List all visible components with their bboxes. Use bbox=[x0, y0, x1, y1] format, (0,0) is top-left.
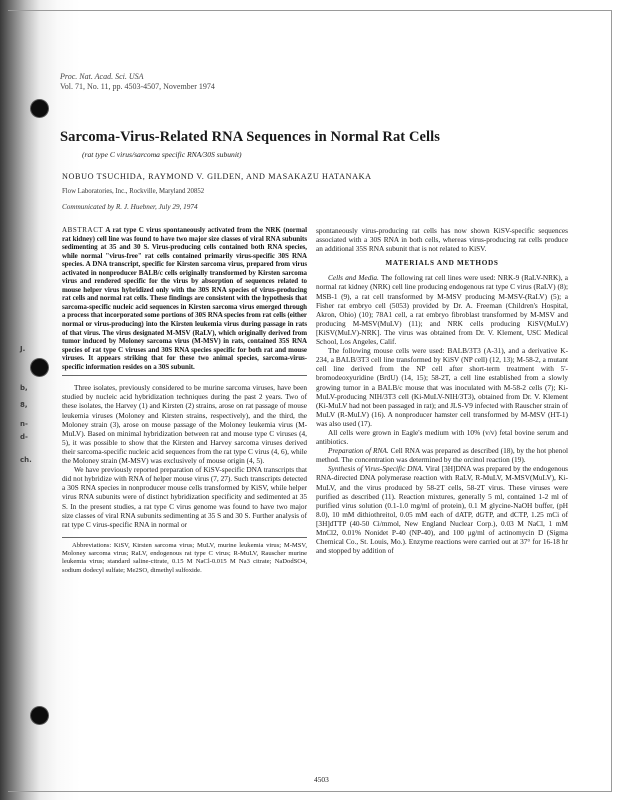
page-number: 4503 bbox=[314, 775, 329, 784]
journal-header bbox=[60, 72, 215, 92]
article-subtitle: (rat type C virus/sarcoma specific RNA/30S subunit) bbox=[82, 150, 242, 159]
bleed-through-text: J. bbox=[20, 345, 26, 353]
left-column bbox=[62, 226, 307, 575]
rna-paragraph bbox=[316, 446, 568, 464]
subsection-label: Synthesis of Virus-Specific DNA. bbox=[328, 464, 424, 474]
body-paragraph: We have previously reported preparation of KiSV-specific DNA transcripts that did not hybridize with RNA of helper mouse virus (7, 27). Such transcripts detected a 30S RNA species in nonproducer mouse cells transformed by KiSV, while helper virus RNA subunits were of distinct hybridization specificity and sedimented at 35 S. In the present studies, a rat type C virus genome was found to have two major size classes of viral RNA subunits sedimenting at 35 S and 30 S. Further analysis of rat type C virus-specific RNA in normal or bbox=[62, 465, 307, 529]
bleed-through-text: b, bbox=[20, 384, 28, 392]
binder-hole-middle bbox=[31, 359, 48, 376]
right-column bbox=[316, 226, 568, 555]
paragraph-text: The following rat cell lines were used: NRK-9 (RaLV-NRK), a normal rat kidney (NRK) cell line producing endogenous rat type C virus (RaLV) (8); MSB-1 (9), a rat cell transformed by M-MSV producing M-MSV-(RaLV) (5); a Fisher rat embryo cell (5053) provided by Dr. A. Freeman (Children's Hospital, Akron, Ohio) (10); 78A1 cell, a rat embryo fibroblast transformed by M-MSV and producing M-MSV(MuLV) (11); and NRK cells producing KiSV(MuLV) [KiSV(MuLV)-NRK]. The virus was obtained from Dr. V. Klement, USC Medical School, Los Angeles, Calif. bbox=[316, 273, 568, 347]
communicated-by: Communicated by R. J. Huebner, July 29, 1974 bbox=[62, 203, 198, 211]
bleed-through-text: n- bbox=[20, 420, 28, 428]
abstract-text: A rat type C virus spontaneously activated from the NRK (normal rat kidney) cell line was found to have two major size classes of viral RNA subunits sedimenting at 35 and 30 S. Virus-producing cells contained both RNA species, while normal "virus-free" rat cells contained primarily virus-specific 30S RNA species. A DNA transcript, specific for Kirsten sarcoma virus, prepared from virus activated in nonproducer BALB/c cells originally transformed by Kirsten sarcoma virus and rendered specific for the virus by absorption of sequences related to mouse helper virus hybridized only with the 30S RNA species of virus-producing rat cells and normal rat cells. These findings are consistent with the hypothesis that sarcoma-specific nucleic acid sequences in Kirsten sarcoma virus emerged through a process that incorporated some portions of 30S RNA species from rat cells (either normal or virus-producing) into the Kirsten leukemia virus during passage in rats of that virus. The virus designated M-MSV (RaLV), which originally derived from tumor induced by Moloney sarcoma virus (M-MSV) in rats, contained 35S RNA species of rat type C viruses and 30S RNA species specific for both rat and mouse viruses. It appears striking that for these two animal species, sarcoma-virus-specific information resides on a 30S subunit. bbox=[62, 226, 307, 371]
abstract bbox=[62, 226, 307, 376]
affiliation: Flow Laboratories, Inc., Rockville, Maryland 20852 bbox=[62, 188, 205, 195]
binder-hole-top bbox=[31, 100, 48, 117]
paragraph-text: Viral [3H]DNA was prepared by the endogenous RNA-directed DNA polymerase reaction with RaLV, R-MuLV, M-MSV(MuLV), Ki-MuLV, and the virus produced by 58-2T cells, 58-2T virus. These viruses were purified as described (11). Reaction mixtures, generally 5 ml, contained 1-2 ml of purified virus solution (0.1-1.0 mg/ml of protein), 0.1 M glycine-NaOH buffer, (pH 8.0), 10 mM dithiothreitol, 0.05 mM each of dATP, dGTP, and dCTP, 1.25 mCi of [3H]dTTP (40-50 Ci/mmol, New England Nuclear Corp.), 0.03 M NaCl, 1 mM MnCl2, 0.01% Nonidet P-40 (NP-40), and 100 μg/ml of actinomycin D (Sigma Chemical Co., St. Louis, Mo.). Enzyme reactions were carried out at 37° for 16-18 hr and stopped by addition of bbox=[316, 464, 568, 556]
paragraph-text: Cell RNA was prepared as described (18), by the hot phenol method. The concentration was determined by the orcinol reaction (19). bbox=[316, 446, 568, 465]
abstract-label: ABSTRACT bbox=[62, 226, 104, 234]
body-paragraph: spontaneously virus-producing rat cells has now shown KiSV-specific sequences associated with a 30S RNA in both cells, whereas virus-producing rat cells produce an additional 35S RNA subunit that is not related to KiSV. bbox=[316, 226, 568, 254]
abbreviations-footnote: Abbreviations: KiSV, Kirsten sarcoma virus; MuLV, murine leukemia virus; M-MSV, Moloney sarcoma virus; RaLV, endogenous rat type C virus; R-MuLV, Rauscher murine leukemia virus; standard saline-citrate, 0.15 M NaCl-0.015 M Na3 citrate; NaDodSO4, sodium dodecyl sulfate; Me2SO, dimethyl sulfoxide. bbox=[62, 537, 307, 575]
binder-hole-bottom bbox=[31, 707, 48, 724]
subsection-label: Cells and Media. bbox=[328, 273, 379, 283]
subsection-label: Preparation of RNA. bbox=[328, 446, 389, 456]
article-page bbox=[60, 0, 605, 800]
author-list: NOBUO TSUCHIDA, RAYMOND V. GILDEN, AND MASAKAZU HATANAKA bbox=[62, 172, 372, 181]
journal-volume: Vol. 71, No. 11, pp. 4503-4507, November 1974 bbox=[60, 82, 215, 91]
article-title: Sarcoma-Virus-Related RNA Sequences in Normal Rat Cells bbox=[60, 129, 441, 145]
journal-name: Proc. Nat. Acad. Sci. USA bbox=[60, 72, 144, 81]
bleed-through-text: d- bbox=[20, 433, 28, 441]
body-paragraph: All cells were grown in Eagle's medium with 10% (v/v) fetal bovine serum and antibiotics. bbox=[316, 427, 568, 447]
body-paragraph: Three isolates, previously considered to be murine sarcoma viruses, have been studied by nucleic acid hybridization techniques during the past 2 years. Two of these isolates, the Harvey (1) and Kirsten (2) strains, arose on rat passage of mouse leukemia viruses (Moloney and Kirsten strains, respectively), and the third, the Moloney strain (3), arose on mouse passage of the Moloney leukemia virus (M-MuLV). Based on minimal hybridization between rat and mouse type C viruses (4, 5), it was possible to show that the Kirsten and Harvey sarcoma viruses derived their sarcoma-specific nucleic acid sequences from the rat type C virus (4, 6), while the Moloney strain (M-MSV) was exclusively of mouse origin (4, 5). bbox=[62, 383, 307, 466]
bleed-through-text: 8, bbox=[20, 401, 28, 409]
dna-paragraph bbox=[316, 464, 568, 555]
body-paragraph: The following mouse cells were used: BALB/3T3 (A-31), and a derivative K-234, a BALB/3T3 cell line transformed by KiSV (NP cell) (12, 13); M-58-2, a mutant cell line derived from the NP cell after short-term treatment with 5'-bromodeoxyuridine (BrdU) (14, 15); 58-2T, a cell line established from a slowly growing tumor in a BALB/c mouse that was inoculated with M-58-2 cells (7); Ki-MuLV-producing NIH/3T3 cell (Ki-MuLV-NIH/3T3), obtained from Dr. V. Klement (Ki-MuLV had not been passaged in rat); and JLS-V9 infected with Rauscher strain of MuLV (R-MuLV) (16). A nonproducer hamster cell transformed by M-MSV (HT-1) was also used (17). bbox=[316, 346, 568, 428]
bleed-through-text: ch. bbox=[20, 456, 32, 464]
cells-media-paragraph bbox=[316, 273, 568, 346]
section-heading: MATERIALS AND METHODS bbox=[385, 259, 499, 268]
